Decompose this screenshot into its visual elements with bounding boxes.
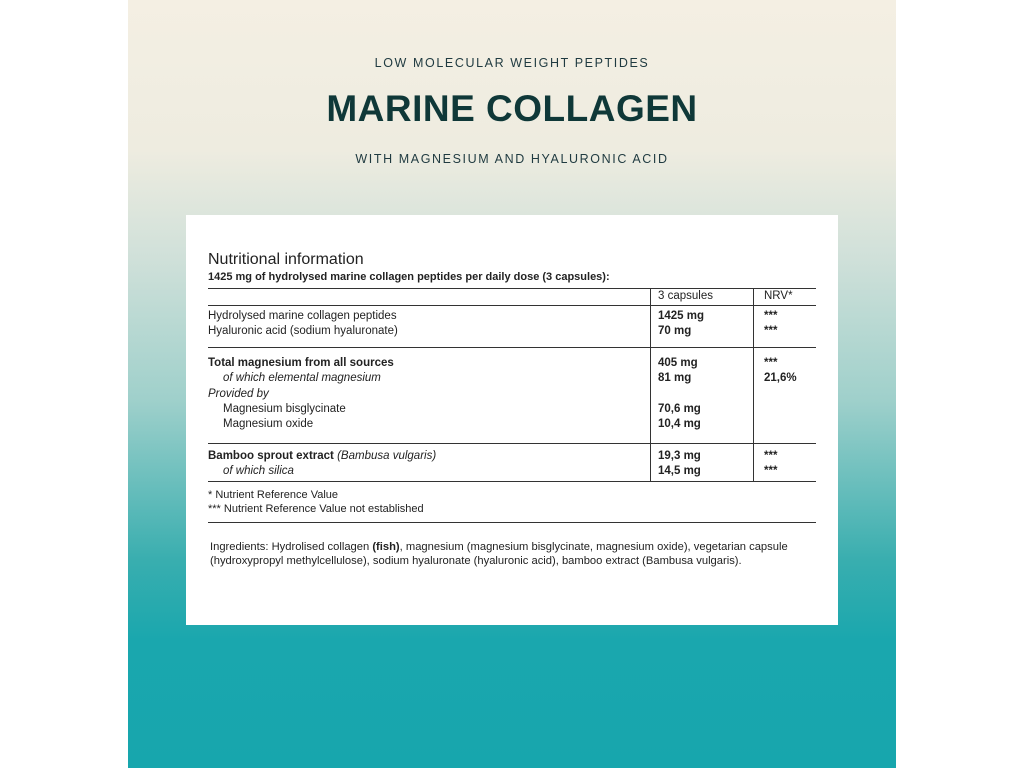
row-name-provided-by: Provided by bbox=[208, 388, 269, 400]
row-amount-collagen: 1425 mg bbox=[658, 310, 705, 322]
table-col-divider-2 bbox=[753, 288, 754, 481]
row-nrv-elemental-magnesium: 21,6% bbox=[764, 372, 797, 384]
row-name-bamboo-main: Bamboo sprout extract bbox=[208, 450, 334, 462]
ingredients-prefix: Ingredients: Hydrolised collagen bbox=[210, 541, 373, 553]
table-col-divider-1 bbox=[650, 288, 651, 481]
column-header-amount: 3 capsules bbox=[658, 290, 713, 302]
ingredients-text bbox=[210, 541, 828, 568]
row-name-silica: of which silica bbox=[223, 465, 294, 477]
row-amount-elemental-magnesium: 81 mg bbox=[658, 372, 692, 384]
row-amount-magnesium-oxide: 10,4 mg bbox=[658, 418, 701, 430]
row-nrv-collagen: *** bbox=[764, 310, 778, 322]
product-title: MARINE COLLAGEN bbox=[326, 88, 698, 129]
row-nrv-silica: *** bbox=[764, 465, 778, 477]
table-rule-group-1 bbox=[208, 347, 816, 348]
row-name-total-magnesium: Total magnesium from all sources bbox=[208, 357, 394, 369]
row-amount-total-magnesium: 405 mg bbox=[658, 357, 698, 369]
row-amount-bisglycinate: 70,6 mg bbox=[658, 403, 701, 415]
row-name-magnesium-oxide: Magnesium oxide bbox=[223, 418, 314, 430]
row-nrv-bamboo: *** bbox=[764, 450, 778, 462]
table-rule-top bbox=[208, 288, 816, 289]
table-rule-group-2 bbox=[208, 443, 816, 444]
row-name-hyaluronic: Hyaluronic acid (sodium hyaluronate) bbox=[208, 325, 398, 337]
table-rule-header bbox=[208, 305, 816, 306]
row-nrv-total-magnesium: *** bbox=[764, 357, 778, 369]
row-amount-bamboo: 19,3 mg bbox=[658, 450, 701, 462]
dose-line: 1425 mg of hydrolysed marine collagen peptides per daily dose (3 capsules): bbox=[208, 271, 610, 283]
footnote-nrv: * Nutrient Reference Value bbox=[208, 489, 339, 501]
nutrition-title: Nutritional information bbox=[208, 251, 364, 268]
product-subtitle: WITH MAGNESIUM AND HYALURONIC ACID bbox=[355, 152, 669, 166]
product-panel bbox=[128, 0, 896, 768]
nutrition-card bbox=[186, 215, 838, 625]
footnote-nrv-not-established: *** Nutrient Reference Value not established bbox=[208, 503, 424, 515]
row-amount-silica: 14,5 mg bbox=[658, 465, 701, 477]
ingredients-allergen: (fish) bbox=[372, 541, 400, 553]
ingredients-rest: , magnesium (magnesium bisglycinate, magnesium oxide), vegetarian capsule (hydroxypropyl methylcellulose), sodium hyaluronate (hyaluronic acid), bamboo extract (Bambusa vulgaris). bbox=[210, 541, 788, 567]
row-name-collagen: Hydrolysed marine collagen peptides bbox=[208, 310, 397, 322]
row-name-elemental-magnesium: of which elemental magnesium bbox=[223, 372, 381, 384]
row-name-bisglycinate: Magnesium bisglycinate bbox=[223, 403, 346, 415]
column-header-nrv: NRV* bbox=[764, 290, 793, 302]
table-rule-group-3 bbox=[208, 481, 816, 482]
table-rule-footnotes bbox=[208, 522, 816, 523]
row-nrv-hyaluronic: *** bbox=[764, 325, 778, 337]
row-name-bamboo bbox=[208, 450, 436, 462]
row-amount-hyaluronic: 70 mg bbox=[658, 325, 692, 337]
row-name-bamboo-latin: (Bambusa vulgaris) bbox=[337, 450, 437, 462]
product-eyebrow: LOW MOLECULAR WEIGHT PEPTIDES bbox=[374, 56, 650, 70]
